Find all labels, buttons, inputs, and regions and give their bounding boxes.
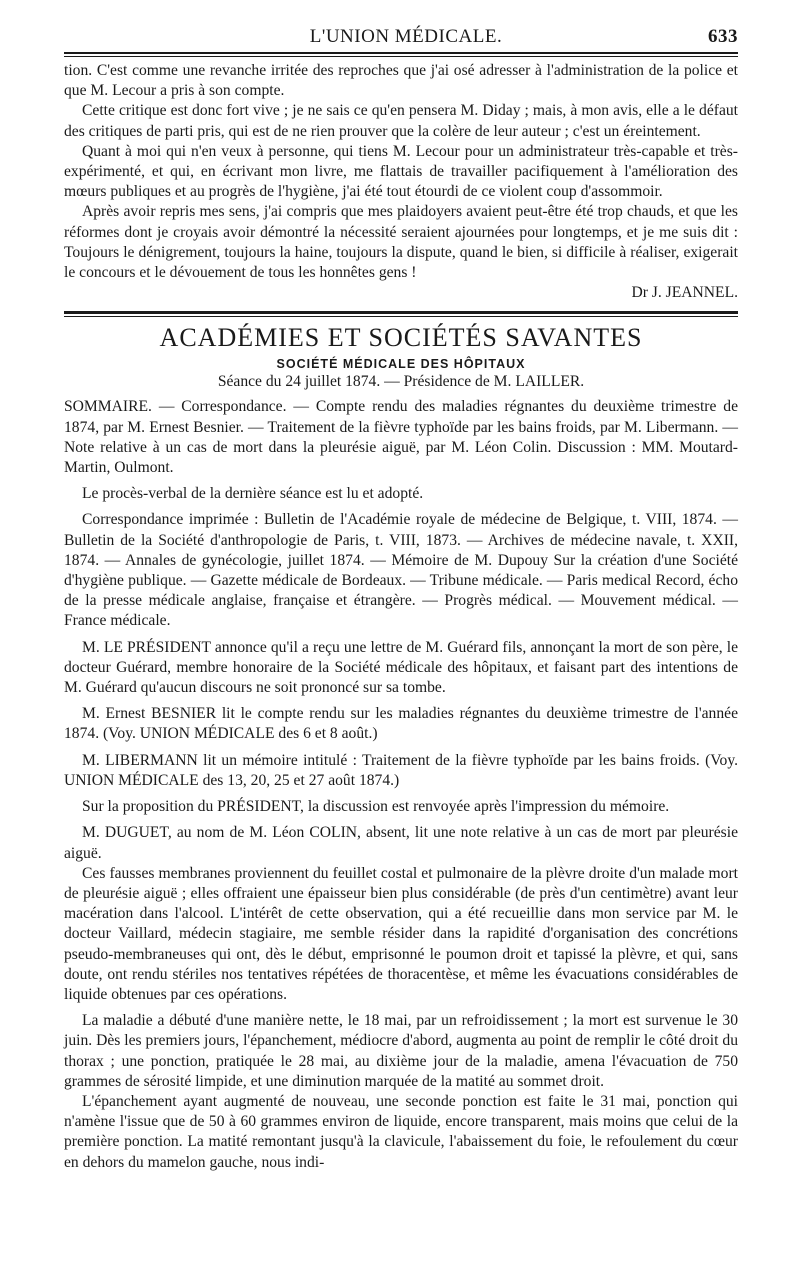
proposition: Sur la proposition du PRÉSIDENT, la discussion est renvoyée après l'impression du mémoire. — [82, 798, 670, 816]
journal-title: L'UNION MÉDICALE. — [309, 26, 503, 47]
sommaire: SOMMAIRE. — Correspondance. — Compte rendu des maladies régnantes du deuxième trimestre de 1874, par M. Ernest Besnier. — Traitement de la fièvre typhoïde par les bains froids, par M. Libermann. — Note relative à un cas de mort dans la pleurésie aiguë, par M. Léon Colin. Discussion : MM. Moutard-Martin, Oulmont. — [64, 398, 738, 477]
intro-paragraph-3: Quant à moi qui n'en veux à personne, qui tiens M. Lecour pour un administrateur très-capable et très-expérimenté, et qui, en écrivant mon livre, me flattais de travailler pacifiquement à l'amélioration des mœurs publiques et au progrès de l'hygiène, j'ai été tout étourdi de ce violent coup d'assommoir. — [64, 142, 738, 201]
epanchement-paragraph: L'épanchement ayant augmenté de nouveau, une seconde ponction est faite le 31 mai, ponction qui n'amène l'issue que de 50 à 60 grammes environ de liquide, encore transparent, mais moins que celui de la première ponction. La matité remontant jusqu'à la clavicule, l'abaissement du foie, le refoulement du cœur en dehors du mamelon gauche, nous indi- — [64, 1092, 738, 1171]
libermann-memoir: M. LIBERMANN lit un mémoire intitulé : Traitement de la fièvre typhoïde par les bains froids. (Voy. UNION MÉDICALE des 13, 20, 25 et 27 août 1874.) — [64, 751, 738, 789]
page-number: 633 — [708, 26, 738, 47]
membranes-paragraph: Ces fausses membranes proviennent du feuillet costal et pulmonaire de la plèvre droite d'un malade mort de pleurésie aiguë ; elles offraient une épaisseur bien plus considérable (de près d'un centimètre) avant leur macération dans l'alcool. L'intérêt de cette observation, qui a été recueillie dans mon service par M. le docteur Vaillard, médecin stagiaire, me semble résider dans la rapidité d'organisation des concrétions pseudo-membraneuses qui ont, dès le début, emprisonné le poumon droit et tapissé la plèvre, et qui, sans doute, ont rendu stériles nos tentatives répétées de thoracentèse, et même les évacuations considérables de liquide obtenues par ces opérations. — [64, 864, 738, 1003]
intro-paragraph-4: Après avoir repris mes sens, j'ai compris que mes plaidoyers avaient peut-être été trop chauds, et que les réformes dont je croyais avoir démontré la nécessité seraient ajournées pour longtemps, et je me suis dit : Toujours le dénigrement, toujours la haine, toujours la dispute, quand le bien, si difficile à réaliser, exigerait le concours et le dévouement de tous les honnêtes gens ! — [64, 203, 738, 282]
duguet-note: M. DUGUET, au nom de M. Léon COLIN, absent, lit une note relative à un cas de mort par pleurésie aiguë. — [64, 824, 738, 862]
seance-line: Séance du 24 juillet 1874. — Présidence de M. LAILLER. — [217, 373, 585, 391]
maladie-paragraph: La maladie a débuté d'une manière nette, le 18 mai, par un refroidissement ; la mort est survenue le 30 juin. Dès les premiers jours, l'épanchement, médiocre d'abord, augmenta au point de remplir le côté droit du thorax ; une ponction, pratiquée le 28 mai, au dixième jour de la maladie, amena l'évacuation de 750 grammes de sérosité limpide, et une diminution marquée de la matité au sommet droit. — [64, 1012, 738, 1090]
running-header — [64, 26, 738, 50]
correspondance: Correspondance imprimée : Bulletin de l'Académie royale de médecine de Belgique, t. VIII, 1874. — Bulletin de la Société d'anthropologie de Paris, t. VIII, 1873. — Archives de médecine navale, t. XXII, 1874. — Annales de gynécologie, juillet 1874. — Mémoire de M. Dupouy Sur la création d'une Société d'hygiène publique. — Gazette médicale de Bordeaux. — Tribune médicale. — Paris medical Record, écho de la presse médicale anglaise, française et étrangère. — Progrès médical. — Mouvement médical. — France médicale. — [64, 511, 738, 630]
besnier-report: M. Ernest BESNIER lit le compte rendu sur les maladies régnantes du deuxième trimestre de l'année 1874. (Voy. UNION MÉDICALE des 6 et 8 août.) — [64, 705, 738, 743]
section-rule-bottom — [64, 316, 738, 317]
proces-verbal: Le procès-verbal de la dernière séance est lu et adopté. — [82, 485, 424, 503]
society-heading: SOCIÉTÉ MÉDICALE DES HÔPITAUX — [276, 357, 526, 372]
intro-paragraph-2: Cette critique est donc fort vive ; je ne sais ce qu'en pensera M. Diday ; mais, à mon avis, elle a le défaut des critiques de parti pris, qui est de ne rien prouver que la colère de leur auteur ; c'est un éreintement. — [64, 102, 738, 140]
header-rule — [64, 52, 738, 57]
president-announcement: M. LE PRÉSIDENT annonce qu'il a reçu une lettre de M. Guérard fils, annonçant la mort de son père, le docteur Guérard, membre honoraire de la Société médicale des hôpitaux, et faisant part des intentions de M. Guérard qu'aucun discours ne soit prononcé sur sa tombe. — [64, 638, 738, 697]
author-signature: Dr J. JEANNEL. — [631, 284, 738, 302]
section-title: ACADÉMIES ET SOCIÉTÉS SAVANTES — [159, 323, 643, 353]
section-rule-top — [64, 311, 738, 314]
intro-paragraph-1: tion. C'est comme une revanche irritée des reproches que j'ai osé adresser à l'administration de la police et que M. Lecour a pris à son compte. — [64, 62, 738, 100]
